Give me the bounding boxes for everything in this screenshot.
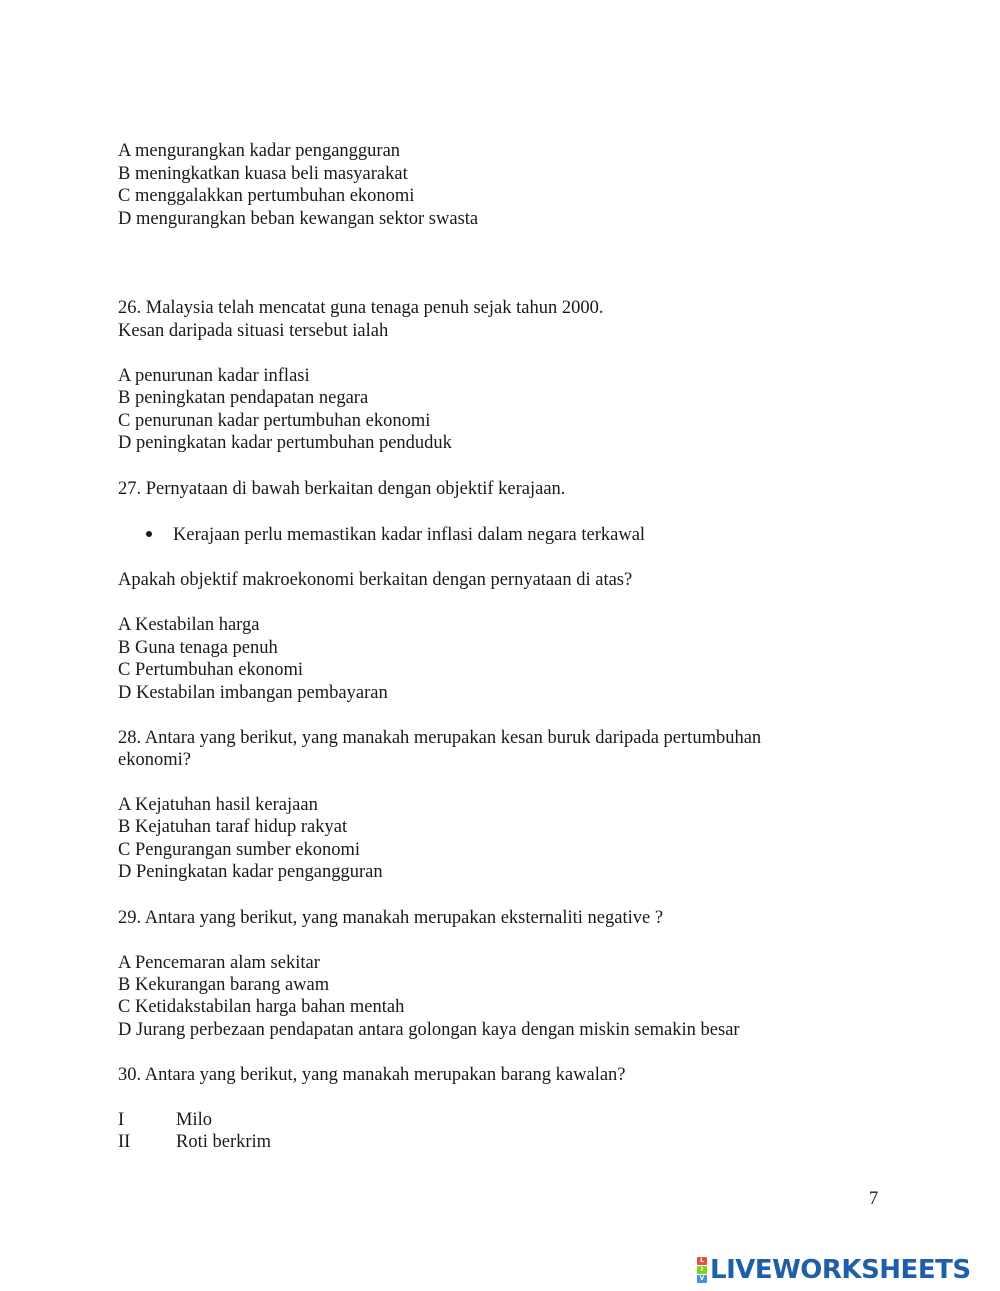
q30-item-1-num: I — [118, 1110, 125, 1130]
q30-item-2-num: II — [118, 1132, 131, 1152]
prev-option-b: B meningkatkan kuasa beli masyarakat — [118, 164, 408, 184]
logo-blocks-icon — [697, 1257, 707, 1283]
q27-option-d: D Kestabilan imbangan pembayaran — [118, 683, 388, 703]
prev-option-c: C menggalakkan pertumbuhan ekonomi — [118, 186, 415, 206]
q30-stem: 30. Antara yang berikut, yang manakah merupakan barang kawalan? — [118, 1065, 626, 1085]
q27-bullet-text: Kerajaan perlu memastikan kadar inflasi dalam negara terkawal — [173, 525, 646, 545]
q30-item-1-text: Milo — [176, 1110, 212, 1130]
q26-option-c: C penurunan kadar pertumbuhan ekonomi — [118, 411, 431, 431]
q30-item-1 — [118, 1109, 212, 1131]
logo-block-2: I — [697, 1266, 707, 1274]
q27-question: Apakah objektif makroekonomi berkaitan dengan pernyataan di atas? — [118, 570, 633, 590]
q28-option-b: B Kejatuhan taraf hidup rakyat — [118, 817, 348, 837]
q26-stem-line-2: Kesan daripada situasi tersebut ialah — [118, 321, 389, 341]
q29-option-d: D Jurang perbezaan pendapatan antara golongan kaya dengan miskin semakin besar — [118, 1020, 740, 1040]
q28-option-c: C Pengurangan sumber ekonomi — [118, 840, 360, 860]
logo-block-3: V — [697, 1275, 707, 1283]
q29-option-b: B Kekurangan barang awam — [118, 975, 330, 995]
logo-block-1: L — [697, 1257, 707, 1265]
q28-option-d: D Peningkatan kadar pengangguran — [118, 862, 383, 882]
page-number: 7 — [869, 1189, 879, 1209]
q26-stem-line-1: 26. Malaysia telah mencatat guna tenaga penuh sejak tahun 2000. — [118, 298, 604, 318]
prev-option-a: A mengurangkan kadar pengangguran — [118, 141, 401, 161]
q29-option-c: C Ketidakstabilan harga bahan mentah — [118, 997, 405, 1017]
q26-option-d: D peningkatan kadar pertumbuhan penduduk — [118, 433, 452, 453]
bullet-icon — [146, 531, 152, 537]
q30-item-2-text: Roti berkrim — [176, 1132, 272, 1152]
q26-option-a: A penurunan kadar inflasi — [118, 366, 310, 386]
q26-option-b: B peningkatan pendapatan negara — [118, 388, 369, 408]
q28-stem-line-1: 28. Antara yang berikut, yang manakah merupakan kesan buruk daripada pertumbuhan — [118, 728, 762, 748]
q27-stem: 27. Pernyataan di bawah berkaitan dengan objektif kerajaan. — [118, 479, 566, 499]
prev-option-d: D mengurangkan beban kewangan sektor swasta — [118, 209, 479, 229]
q27-option-b: B Guna tenaga penuh — [118, 638, 278, 658]
q27-option-c: C Pertumbuhan ekonomi — [118, 660, 303, 680]
liveworksheets-logo — [697, 1255, 971, 1285]
q27-bullet-item — [146, 524, 645, 546]
q28-option-a: A Kejatuhan hasil kerajaan — [118, 795, 318, 815]
logo-text: LIVEWORKSHEETS — [710, 1255, 971, 1285]
q29-stem: 29. Antara yang berikut, yang manakah merupakan eksternaliti negative ? — [118, 908, 664, 928]
q29-option-a: A Pencemaran alam sekitar — [118, 953, 320, 973]
q28-stem-line-2: ekonomi? — [118, 750, 191, 770]
q30-item-2 — [118, 1131, 271, 1153]
q27-option-a: A Kestabilan harga — [118, 615, 260, 635]
